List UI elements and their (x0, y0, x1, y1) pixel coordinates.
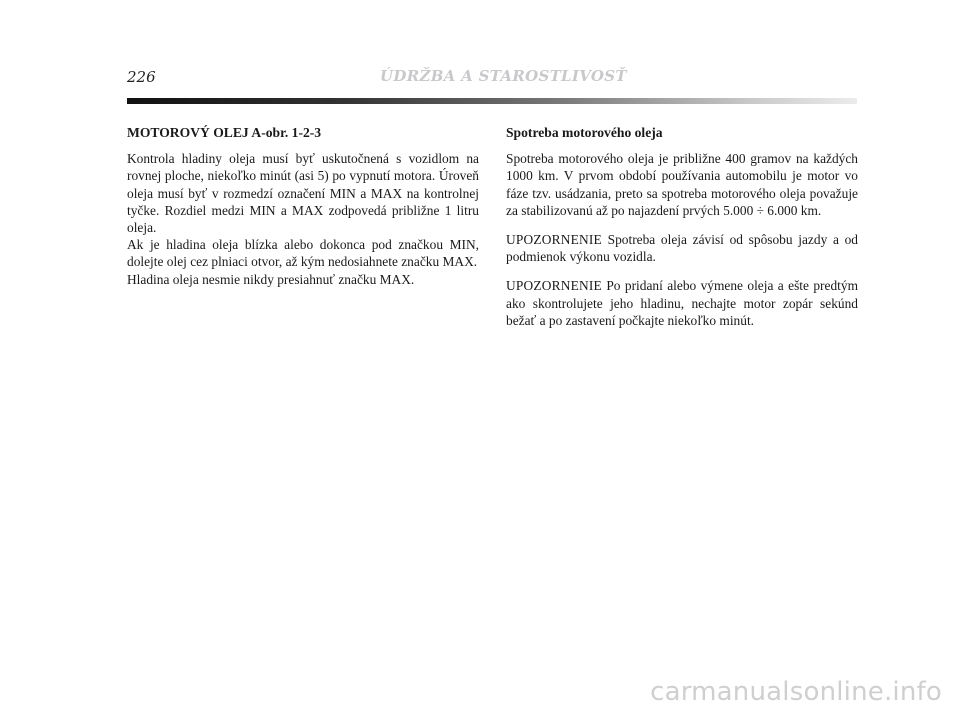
warning-note-1 (506, 231, 858, 265)
right-column (506, 124, 858, 329)
paragraph-oil-consumption: Spotreba motorového oleja je približne 400 gramov na každých 1000 km. V prvom období používania automobilu je motor vo fáze tzv. usádzania, preto sa spotreba motorového oleja považuje za stabilizovanú až po najazdení prvých 5.000 ÷ 6.000 km. (506, 151, 858, 218)
warning-label: UPOZORNENIE (506, 232, 602, 248)
watermark-logo: carmanualsonline.info (650, 677, 942, 707)
section-heading-engine-oil: MOTOROVÝ OLEJ A-obr. 1-2-3 (127, 125, 322, 140)
warning-note-2 (506, 277, 858, 329)
running-head-title: ÚDRŽBA A STAROSTLIVOSŤ (380, 67, 627, 85)
paragraph-top-up: Ak je hladina oleja blízka alebo dokonca pod značkou MIN, dolejte olej cez plniaci otvor, až kým nedosiahnete značku MAX. (127, 237, 479, 270)
warning-label: UPOZORNENIE (506, 278, 602, 294)
warning-text: Po pridaní alebo výmene oleja a ešte predtým ako skontrolujete jeho hladinu, nechajte motor zopár sekúnd bežať a po zastavení počkajte niekoľko minút. (506, 278, 858, 328)
section-heading-oil-consumption: Spotreba motorového oleja (506, 125, 663, 140)
paragraph-max-limit: Hladina oleja nesmie nikdy presiahnuť značku MAX. (127, 271, 415, 287)
header-rule (127, 98, 857, 104)
warning-text: Spotreba oleja závisí od spôsobu jazdy a od podmienok výkonu vozidla. (506, 232, 858, 265)
page-number: 226 (127, 68, 156, 86)
paragraph-oil-level-check: Kontrola hladiny oleja musí byť uskutočnená s vozidlom na rovnej ploche, niekoľko minút (asi 5) po vypnutí motora. Úroveň oleja musí byť v rozmedzí označení MIN a MAX na kontrolnej tyčke. Rozdiel medzi MIN a MAX zodpovedá približne 1 litru oleja. (127, 151, 479, 236)
left-column (127, 124, 479, 288)
